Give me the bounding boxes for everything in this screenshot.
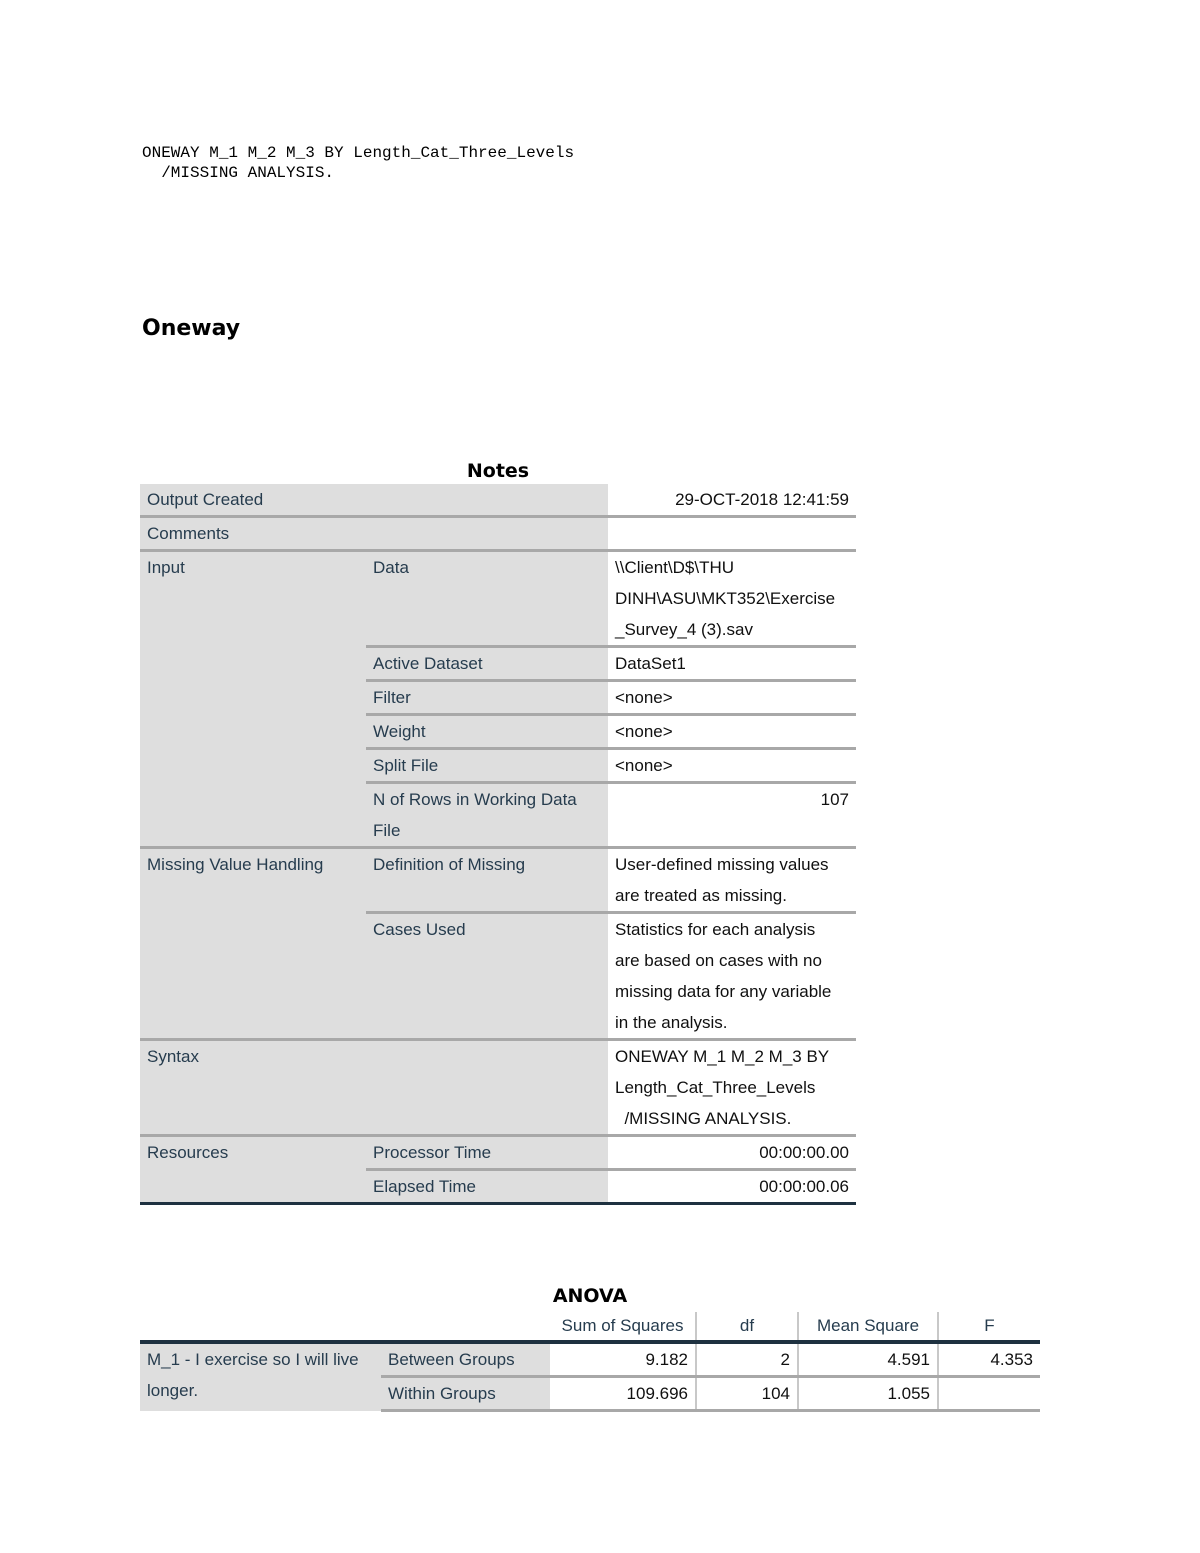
row-value: 00:00:00.06 <box>608 1170 856 1204</box>
row-label: Processor Time <box>366 1136 608 1170</box>
notes-table <box>140 484 856 1205</box>
row-value: DataSet1 <box>608 647 856 681</box>
row-value <box>608 551 856 647</box>
row-label: Filter <box>366 681 608 715</box>
row-label: Cases Used <box>366 913 608 1040</box>
row-label: Weight <box>366 715 608 749</box>
label-line: longer. <box>147 1381 199 1400</box>
group-label: Resources <box>140 1136 366 1204</box>
cell-sum-of-squares: 9.182 <box>550 1342 696 1377</box>
cell-f: 4.353 <box>938 1342 1040 1377</box>
cell-df: 2 <box>696 1342 798 1377</box>
value-line: Length_Cat_Three_Levels <box>615 1078 816 1097</box>
row-label: Syntax <box>140 1040 608 1136</box>
row-value: 00:00:00.00 <box>608 1136 856 1170</box>
column-header: Sum of Squares <box>550 1312 696 1342</box>
row-label: Comments <box>140 517 608 551</box>
row-value <box>608 913 856 1040</box>
table-row <box>140 517 856 551</box>
syntax-line-2: /MISSING ANALYSIS. <box>142 164 335 182</box>
row-value <box>608 517 856 551</box>
cell-sum-of-squares: 109.696 <box>550 1377 696 1411</box>
value-line: are treated as missing. <box>615 886 787 905</box>
table-row <box>140 484 856 517</box>
column-header: df <box>696 1312 798 1342</box>
cell-mean-square: 1.055 <box>798 1377 938 1411</box>
row-value <box>608 848 856 913</box>
row-value: <none> <box>608 715 856 749</box>
row-value: 107 <box>608 783 856 848</box>
row-label <box>366 783 608 848</box>
value-line: /MISSING ANALYSIS. <box>615 1109 792 1128</box>
row-value: <none> <box>608 681 856 715</box>
label-line: N of Rows in Working Data <box>373 790 577 809</box>
row-value: 29-OCT-2018 12:41:59 <box>608 484 856 517</box>
section-heading: Oneway <box>142 316 241 341</box>
group-label: Input <box>140 551 366 848</box>
cell-f <box>938 1377 1040 1411</box>
syntax-line-1: ONEWAY M_1 M_2 M_3 BY Length_Cat_Three_Levels <box>142 144 575 162</box>
row-label: Between Groups <box>381 1342 550 1377</box>
cell-df: 104 <box>696 1377 798 1411</box>
row-value <box>608 1040 856 1136</box>
header-row <box>140 1312 1040 1342</box>
table-row <box>140 1040 856 1136</box>
value-line: DINH\ASU\MKT352\Exercise <box>615 589 836 608</box>
value-line: User-defined missing values <box>615 855 829 874</box>
value-line: Statistics for each analysis <box>615 920 816 939</box>
row-label: Output Created <box>140 484 608 517</box>
table-row <box>140 1136 856 1170</box>
row-label: Split File <box>366 749 608 783</box>
variable-label <box>140 1342 381 1411</box>
value-line: are based on cases with no <box>615 951 822 970</box>
anova-table-title: ANOVA <box>552 1285 628 1307</box>
column-header: Mean Square <box>798 1312 938 1342</box>
row-label: Definition of Missing <box>366 848 608 913</box>
anova-table <box>140 1312 1040 1412</box>
column-header: F <box>938 1312 1040 1342</box>
value-line: _Survey_4 (3).sav <box>615 620 753 639</box>
value-line: in the analysis. <box>615 1013 728 1032</box>
row-label: Elapsed Time <box>366 1170 608 1204</box>
value-line: ONEWAY M_1 M_2 M_3 BY <box>615 1047 830 1066</box>
table-row <box>140 1342 1040 1377</box>
row-label: Within Groups <box>381 1377 550 1411</box>
table-row <box>140 848 856 913</box>
header-blank <box>381 1312 550 1342</box>
syntax-block <box>142 143 574 183</box>
table-row <box>140 551 856 647</box>
group-label: Missing Value Handling <box>140 848 366 1040</box>
label-line: File <box>373 821 401 840</box>
header-blank <box>140 1312 381 1342</box>
row-label: Data <box>366 551 608 647</box>
cell-mean-square: 4.591 <box>798 1342 938 1377</box>
value-line: \\Client\D$\THU <box>615 558 735 577</box>
value-line: missing data for any variable <box>615 982 832 1001</box>
row-label: Active Dataset <box>366 647 608 681</box>
notes-table-title: Notes <box>466 460 530 482</box>
row-value: <none> <box>608 749 856 783</box>
label-line: M_1 - I exercise so I will live <box>147 1350 359 1369</box>
